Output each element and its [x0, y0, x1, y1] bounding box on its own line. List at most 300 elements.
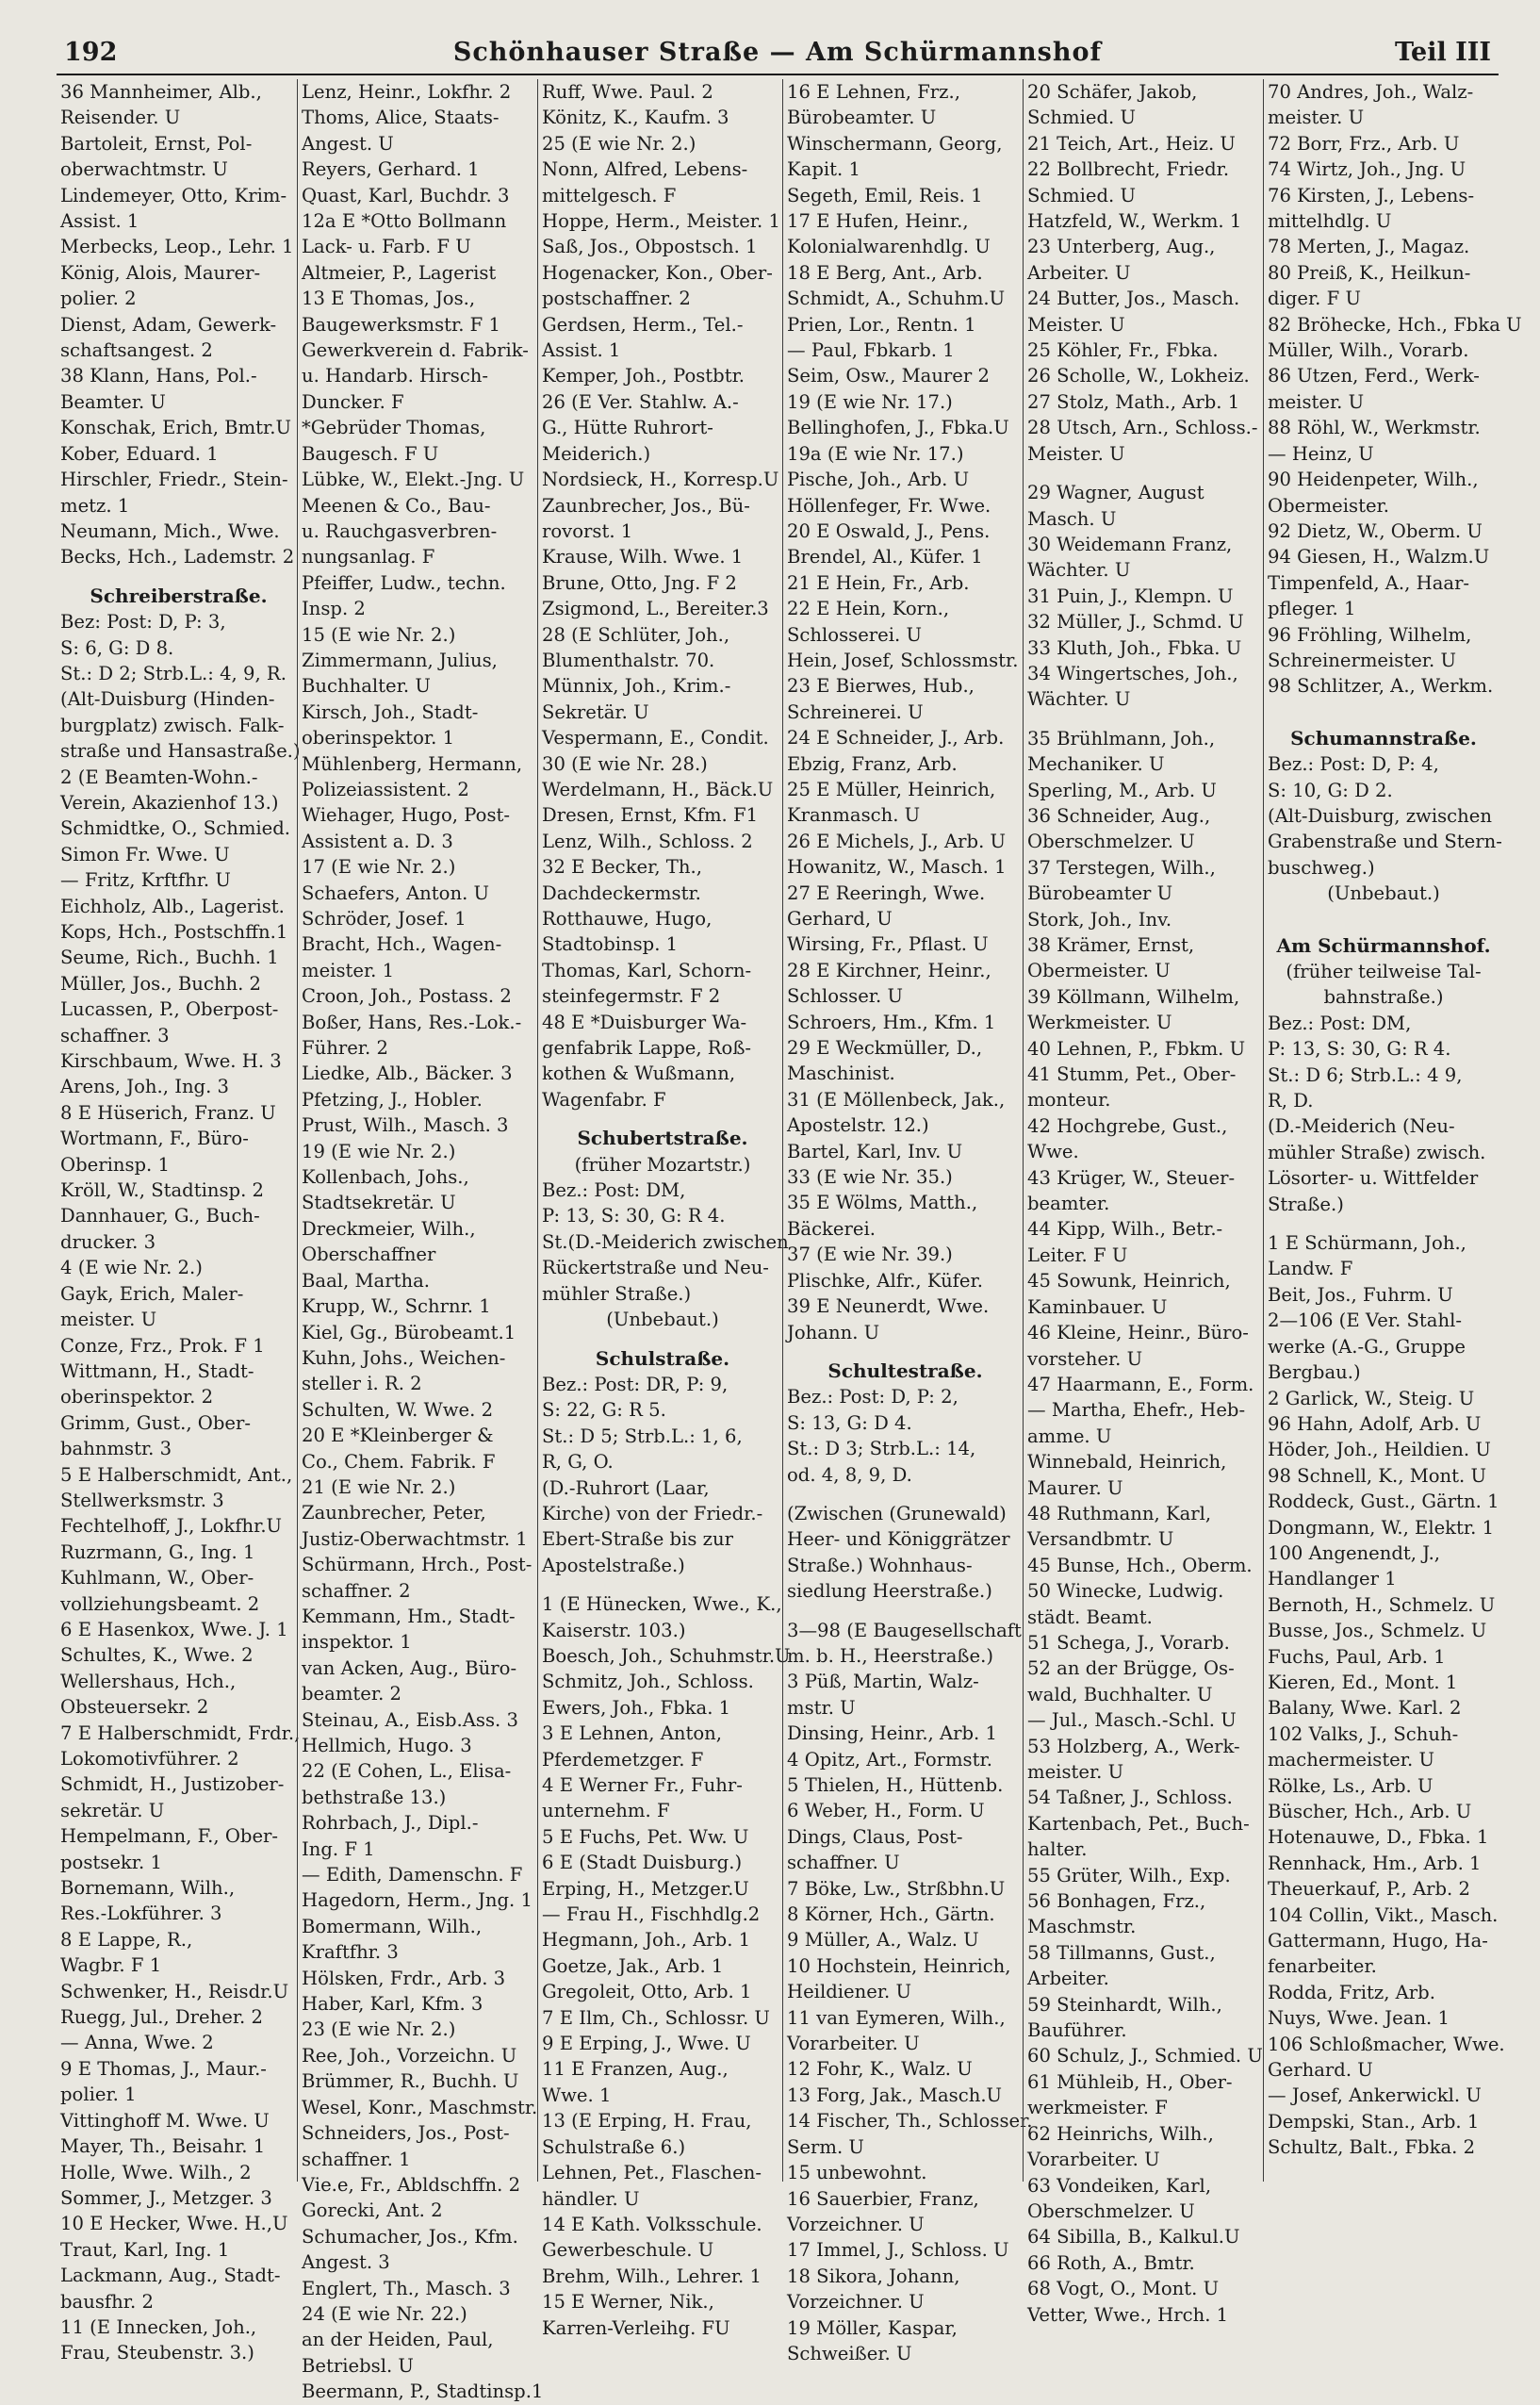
directory-entry: Meister. U — [1027, 442, 1125, 465]
directory-entry: 94 Giesen, H., Walzm.U — [1268, 546, 1490, 568]
directory-entry: 8 Körner, Hch., Gärtn. — [787, 1903, 995, 1926]
spacer — [57, 570, 297, 584]
directory-entry: Höder, Joh., Heildien. U — [1268, 1439, 1491, 1461]
directory-entry: 35 Brühlmann, Joh., — [1027, 727, 1216, 750]
directory-entry: Dienst, Adam, Gewerk- — [60, 313, 277, 336]
directory-entry: *Gebrüder Thomas, — [302, 417, 486, 439]
directory-entry: 76 Kirsten, J., Lebens- — [1268, 184, 1475, 206]
directory-entry: Lübke, W., Elekt.-Jng. U — [302, 469, 525, 491]
directory-entry: Dongmann, W., Elektr. 1 — [1268, 1516, 1495, 1539]
directory-entry: pfleger. 1 — [1268, 598, 1356, 620]
directory-entry: 1 (E Hünecken, Wwe., K., — [542, 1593, 782, 1616]
directory-entry: metz. 1 — [60, 494, 130, 517]
directory-entry: vollziehungsbeamt. 2 — [60, 1592, 260, 1615]
street-heading: Schumannstraße. — [1290, 726, 1477, 750]
directory-entry: Kranmasch. U — [787, 804, 921, 827]
directory-entry: 82 Bröhecke, Hch., Fbka U — [1268, 313, 1522, 336]
directory-entry: Grimm, Gust., Ober- — [60, 1411, 251, 1434]
street-heading: Schulstraße. — [595, 1346, 730, 1370]
directory-entry: Baugewerksmstr. F 1 — [302, 313, 500, 336]
directory-entry: meister. U — [60, 1309, 157, 1331]
directory-entry: 54 Taßner, J., Schloss. — [1027, 1787, 1233, 1809]
directory-entry: Vie.e, Fr., Abldschffn. 2 — [302, 2173, 521, 2196]
directory-entry: 10 Hochstein, Heinrich, — [787, 1954, 1011, 1977]
directory-entry: Brendel, Al., Küfer. 1 — [787, 546, 983, 568]
page-number: 192 — [64, 38, 118, 67]
directory-entry: 96 Fröhling, Wilhelm, — [1268, 623, 1472, 646]
directory-entry: Erping, H., Metzger.U — [542, 1877, 749, 1900]
directory-entry: 2 Garlick, W., Steig. U — [1268, 1387, 1475, 1409]
spacer — [783, 1605, 1024, 1618]
directory-entry: Brümmer, R., Buchh. U — [302, 2070, 519, 2093]
street-heading: Schubertstraße. — [577, 1127, 748, 1150]
directory-entry: schaffner. 3 — [60, 1024, 170, 1046]
street-note: bahnstraße.) — [1323, 986, 1444, 1009]
directory-entry: Quast, Karl, Buchdr. 3 — [302, 184, 510, 206]
directory-entry: Justiz-Oberwachtmstr. 1 — [302, 1527, 528, 1550]
directory-entry: Wittmann, H., Stadt- — [60, 1359, 254, 1382]
directory-entry: steller i. R. 2 — [302, 1373, 422, 1395]
directory-entry: R, G, O. — [542, 1451, 614, 1474]
part-label: Teil III — [1395, 38, 1491, 67]
directory-entry: meister. U — [1268, 107, 1365, 129]
column-4 — [782, 79, 1033, 2364]
directory-entry: Ing. F 1 — [302, 1837, 375, 1860]
directory-entry: Howanitz, W., Masch. 1 — [787, 856, 1007, 879]
directory-entry: Hagedorn, Herm., Jng. 1 — [302, 1889, 532, 1912]
directory-entry: händler. U — [542, 2187, 640, 2210]
directory-entry: 20 E *Kleinberger & — [302, 1425, 494, 1447]
directory-entry: bethstraße 13.) — [302, 1786, 447, 1808]
directory-entry: Bauführer. — [1027, 2019, 1127, 2042]
directory-entry: 15 unbewohnt. — [787, 2162, 927, 2184]
directory-entry: Buchhalter. U — [302, 675, 431, 698]
directory-entry: 92 Dietz, W., Oberm. U — [1268, 519, 1483, 542]
directory-entry: Lack- u. Farb. F U — [302, 236, 471, 258]
directory-entry: Schulten, W. Wwe. 2 — [302, 1398, 494, 1421]
directory-entry: Theuerkauf, P., Arb. 2 — [1268, 1878, 1470, 1901]
directory-entry: 13 (E Erping, H. Frau, — [542, 2110, 752, 2133]
directory-entry: 72 Borr, Frz., Arb. U — [1268, 132, 1460, 155]
directory-entry: Kröll, W., Stadtinsp. 2 — [60, 1179, 264, 1202]
directory-entry: 25 E Müller, Heinrich, — [787, 778, 996, 800]
directory-entry: 26 E Michels, J., Arb. U — [787, 830, 1007, 852]
directory-entry: unternehm. F — [542, 1800, 670, 1822]
directory-entry: 36 Mannheimer, Alb., — [60, 81, 262, 103]
directory-entry: Leiter. F U — [1027, 1244, 1128, 1266]
directory-entry: Vorzeichner. U — [787, 2291, 925, 2314]
directory-entry: Prust, Wilh., Masch. 3 — [302, 1114, 509, 1137]
directory-entry: Reyers, Gerhard. 1 — [302, 158, 480, 181]
directory-entry: Wächter. U — [1027, 559, 1131, 582]
directory-entry: Schumacher, Jos., Kfm. — [302, 2225, 518, 2248]
directory-entry: Kolonialwarenhdlg. U — [787, 236, 991, 258]
directory-entry: 32 Müller, J., Schmd. U — [1027, 611, 1244, 634]
directory-entry: Vittinghoff M. Wwe. U — [60, 2109, 270, 2132]
directory-entry: 6 E (Stadt Duisburg.) — [542, 1852, 743, 1874]
directory-entry: Winnebald, Heinrich, — [1027, 1451, 1227, 1474]
street-heading: Schultestraße. — [827, 1359, 983, 1382]
directory-entry: 5 E Fuchs, Pet. Ww. U — [542, 1825, 749, 1848]
directory-entry: Vorzeichner. U — [787, 2213, 925, 2235]
directory-entry: 5 E Halberschmidt, Ant., — [60, 1463, 293, 1486]
directory-entry: St.: D 5; Strb.L.: 1, 6, — [542, 1425, 743, 1447]
directory-entry: 62 Heinrichs, Wilh., — [1027, 2122, 1214, 2145]
directory-entry: Meenen & Co., Bau- — [302, 494, 491, 517]
directory-entry: Insp. 2 — [302, 598, 366, 620]
directory-entry: Gregoleit, Otto, Arb. 1 — [542, 1981, 752, 2003]
directory-entry: postsekr. 1 — [60, 1851, 162, 1873]
directory-entry: Hirschler, Friedr., Stein- — [60, 469, 288, 491]
directory-entry: Arbeiter. — [1027, 1968, 1109, 1990]
directory-entry: mittelhdlg. U — [1268, 210, 1392, 233]
directory-entry: 26 Scholle, W., Lokheiz. — [1027, 365, 1250, 387]
directory-entry: polier. 2 — [60, 288, 137, 310]
directory-entry: Dings, Claus, Post- — [787, 1825, 963, 1848]
directory-entry: Verein, Akazienhof 13.) — [60, 791, 279, 814]
directory-entry: Wagenfabr. F — [542, 1088, 666, 1111]
directory-entry: Nordsieck, H., Korresp.U — [542, 469, 779, 491]
directory-entry: 64 Sibilla, B., Kalkul.U — [1027, 2226, 1240, 2249]
directory-entry: Straße.) Wohnhaus- — [787, 1554, 973, 1576]
directory-entry: Apostelstraße.) — [542, 1554, 685, 1576]
directory-entry: Mayer, Th., Beisahr. 1 — [60, 2135, 266, 2158]
directory-entry: Seume, Rich., Buchh. 1 — [60, 947, 279, 969]
directory-entry: Frau, Steubenstr. 3.) — [60, 2342, 254, 2364]
directory-entry: Grabenstraße und Stern- — [1268, 831, 1502, 853]
spacer — [538, 1578, 783, 1591]
directory-entry: Assist. 1 — [60, 210, 139, 233]
directory-entry: Heer- und Königgrätzer — [787, 1528, 1010, 1551]
directory-entry: Bürobeamter. U — [787, 107, 937, 129]
column-5 — [1023, 79, 1264, 2326]
directory-entry: Nonn, Alfred, Lebens- — [542, 158, 748, 181]
directory-entry: mittelgesch. F — [542, 184, 677, 206]
directory-entry: Wirsing, Fr., Pflast. U — [787, 933, 989, 956]
directory-entry: 38 Krämer, Ernst, — [1027, 934, 1195, 956]
directory-entry: 21 Teich, Art., Heiz. U — [1027, 132, 1236, 155]
street-heading: Schreiberstraße. — [90, 584, 268, 607]
directory-entry: Dresen, Ernst, Kfm. F1 — [542, 804, 759, 827]
directory-entry: straße und Hansastraße.) — [60, 740, 301, 763]
directory-entry: Plischke, Alfr., Küfer. — [787, 1269, 983, 1292]
directory-entry: Zaunbrecher, Jos., Bü- — [542, 494, 750, 517]
directory-entry: Pfetzing, J., Hobler. — [302, 1088, 483, 1111]
directory-entry: 19 (E wie Nr. 2.) — [302, 1140, 456, 1162]
directory-entry: Baal, Martha. — [302, 1269, 430, 1292]
directory-entry: Gerhard, U — [787, 908, 893, 930]
directory-entry: König, Alois, Maurer- — [60, 261, 261, 284]
directory-entry: Gewerkverein d. Fabrik- — [302, 339, 529, 362]
directory-entry: Simon Fr. Wwe. U — [60, 843, 230, 865]
directory-entry: Mechaniker. U — [1027, 753, 1165, 776]
directory-entry: (D.-Ruhrort (Laar, — [542, 1476, 710, 1499]
directory-entry: Vorarbeiter. U — [1027, 2149, 1160, 2171]
directory-entry: Schultz, Balt., Fbka. 2 — [1268, 2136, 1476, 2159]
directory-entry: meister. U — [1268, 390, 1365, 413]
directory-entry: oberinspektor. 1 — [302, 727, 455, 750]
directory-entry: Neumann, Mich., Wwe. — [60, 519, 280, 542]
directory-entry: 63 Vondeiken, Karl, — [1027, 2174, 1212, 2197]
directory-entry: 16 Sauerbier, Franz, — [787, 2187, 979, 2210]
directory-entry: 9 Müller, A., Walz. U — [787, 1929, 979, 1952]
directory-entry: Ree, Joh., Vorzeichn. U — [302, 2044, 517, 2067]
directory-entry: u. Rauchgasverbren- — [302, 519, 498, 542]
directory-entry: 60 Schulz, J., Schmied. U — [1027, 2045, 1263, 2067]
directory-entry: Stellwerksmstr. 3 — [60, 1489, 224, 1511]
directory-entry: Schultes, K., Wwe. 2 — [60, 1644, 254, 1667]
directory-entry: 27 Stolz, Math., Arb. 1 — [1027, 390, 1240, 413]
directory-entry: 18 E Berg, Ant., Arb. — [787, 261, 983, 284]
spacer — [783, 1345, 1024, 1359]
directory-entry: Balany, Wwe. Karl. 2 — [1268, 1697, 1462, 1720]
directory-entry: Rodda, Fritz, Arb. — [1268, 1981, 1435, 2003]
directory-entry: Obermeister. — [1268, 494, 1389, 517]
directory-entry: Serm. U — [787, 2135, 864, 2158]
directory-entry: 30 (E wie Nr. 28.) — [542, 752, 708, 775]
directory-entry: 13 Forg, Jak., Masch.U — [787, 2084, 1003, 2106]
directory-entry: m. b. H., Heerstraße.) — [787, 1644, 993, 1667]
directory-entry: Masch. U — [1027, 507, 1117, 530]
directory-entry: an der Heiden, Paul, — [302, 2329, 494, 2351]
directory-entry: städt. Beamt. — [1027, 1606, 1153, 1628]
directory-entry: Traut, Karl, Ing. 1 — [60, 2238, 230, 2261]
directory-entry: Straße.) — [1268, 1193, 1344, 1215]
directory-entry: siedlung Heerstraße.) — [787, 1580, 992, 1603]
directory-entry: Sommer, J., Metzger. 3 — [60, 2186, 272, 2209]
directory-entry: Bornemann, Wilh., — [60, 1877, 236, 1900]
directory-entry: Busse, Jos., Schmelz. U — [1268, 1620, 1487, 1642]
directory-entry: Ruegg, Jul., Dreher. 2 — [60, 2006, 263, 2029]
directory-entry: Dinsing, Heinr., Arb. 1 — [787, 1722, 997, 1745]
directory-entry: Hotenauwe, D., Fbka. 1 — [1268, 1826, 1489, 1849]
directory-entry: Lindemeyer, Otto, Krim- — [60, 184, 287, 206]
directory-entry: 55 Grüter, Wilh., Exp. — [1027, 1864, 1231, 1886]
directory-entry: Werdelmann, H., Bäck.U — [542, 778, 774, 800]
directory-entry: Karren-Verleihg. FU — [542, 2316, 730, 2339]
directory-entry: Dannhauer, G., Buch- — [60, 1205, 260, 1227]
directory-entry: — Frau H., Fischhdlg.2 — [542, 1903, 761, 1926]
directory-entry: 78 Merten, J., Magaz. — [1268, 236, 1470, 258]
directory-entry: Konschak, Erich, Bmtr.U — [60, 417, 291, 439]
directory-entry: S: 6, G: D 8. — [60, 636, 174, 659]
directory-entry: Brune, Otto, Jng. F 2 — [542, 571, 737, 594]
directory-entry: oberinspektor. 2 — [60, 1386, 214, 1408]
directory-entry: Schreinerei. U — [787, 700, 924, 723]
directory-entry: Heildiener. U — [787, 1981, 912, 2003]
directory-entry: 3 Püß, Martin, Walz- — [787, 1671, 979, 1693]
directory-entry: Fuchs, Paul, Arb. 1 — [1268, 1645, 1446, 1668]
directory-entry: Kapit. 1 — [787, 158, 860, 181]
directory-entry: Kraftfhr. 3 — [302, 1941, 399, 1964]
directory-entry: — Paul, Fbkarb. 1 — [787, 339, 955, 362]
directory-entry: 44 Kipp, Wilh., Betr.- — [1027, 1218, 1223, 1241]
directory-entry: kothen & Wußmann, — [542, 1062, 736, 1085]
directory-entry: Pferdemetzger. F — [542, 1748, 704, 1771]
directory-entry: Dempski, Stan., Arb. 1 — [1268, 2110, 1480, 2133]
directory-entry: Obermeister. U — [1027, 960, 1171, 982]
spacer — [1264, 713, 1499, 726]
directory-entry: 35 E Wölms, Matth., — [787, 1192, 978, 1214]
column-2 — [297, 79, 544, 2403]
directory-entry: Segeth, Emil, Reis. 1 — [787, 184, 983, 206]
directory-entry: Zaunbrecher, Peter, — [302, 1502, 486, 1524]
directory-entry: diger. F U — [1268, 288, 1361, 310]
directory-entry: Stork, Joh., Inv. — [1027, 908, 1172, 931]
directory-entry: Seim, Osw., Maurer 2 — [787, 365, 990, 387]
directory-entry: Englert, Th., Masch. 3 — [302, 2277, 511, 2299]
directory-entry: Nuys, Wwe. Jean. 1 — [1268, 2007, 1450, 2030]
directory-entry: Schwenker, H., Reisdr.U — [60, 1980, 289, 2002]
directory-entry: schaffner. 1 — [302, 2148, 411, 2170]
directory-entry: 37 (E wie Nr. 39.) — [787, 1244, 953, 1266]
directory-entry: Bellinghofen, J., Fbka.U — [787, 417, 1009, 439]
directory-entry: Schmidtke, O., Schmied. — [60, 817, 291, 840]
directory-entry: 23 (E wie Nr. 2.) — [302, 2018, 456, 2041]
directory-entry: 13 E Thomas, Jos., — [302, 288, 476, 310]
directory-entry: Thomas, Karl, Schorn- — [542, 959, 752, 981]
directory-entry: Wiehager, Hugo, Post- — [302, 804, 511, 827]
spacer — [1264, 907, 1499, 920]
directory-entry: 10 E Hecker, Wwe. H.,U — [60, 2213, 288, 2235]
directory-entry: Wagbr. F 1 — [60, 1954, 162, 1977]
directory-entry: Wortmann, F., Büro- — [60, 1128, 249, 1150]
directory-entry: 1 E Schürmann, Joh., — [1268, 1232, 1466, 1255]
directory-entry: buschweg.) — [1268, 856, 1375, 879]
directory-entry: burgplatz) zwisch. Falk- — [60, 714, 285, 736]
directory-entry: 7 Böke, Lw., Strßbhn.U — [787, 1877, 1006, 1900]
directory-entry: Kirche) von der Friedr.- — [542, 1502, 763, 1524]
directory-entry: 39 E Neunerdt, Wwe. — [787, 1295, 990, 1318]
directory-entry: Hempelmann, F., Ober- — [60, 1825, 279, 1848]
directory-entry: 2 (E Beamten-Wohn.- — [60, 766, 258, 788]
directory-entry: St.: D 2; Strb.L.: 4, 9, R. — [60, 662, 287, 684]
directory-entry: 14 E Kath. Volksschule. — [542, 2213, 762, 2235]
directory-entry: Bez: Post: D, P: 3, — [60, 611, 226, 634]
directory-entry: 24 E Schneider, J., Arb. — [787, 727, 1005, 750]
directory-entry: 100 Angenendt, J., — [1268, 1541, 1441, 1564]
directory-entry: 68 Vogt, O., Mont. U — [1027, 2278, 1220, 2300]
spacer — [1024, 713, 1264, 726]
directory-entry: Oberschmelzer. U — [1027, 831, 1195, 853]
directory-entry: Kirsch, Joh., Stadt- — [302, 700, 479, 723]
directory-entry: Kaminbauer. U — [1027, 1295, 1168, 1318]
directory-entry: 59 Steinhardt, Wilh., — [1027, 1993, 1222, 2016]
directory-entry: 41 Stumm, Pet., Ober- — [1027, 1063, 1237, 1086]
directory-entry: Ruzrmann, G., Ing. 1 — [60, 1540, 255, 1563]
directory-entry: Liedke, Alb., Bäcker. 3 — [302, 1062, 513, 1085]
page-title: Schönhauser Straße — Am Schürmannshof — [452, 38, 1103, 67]
directory-entry: 19 Möller, Kaspar, — [787, 2316, 958, 2339]
directory-entry: Betriebsl. U — [302, 2354, 414, 2377]
directory-entry: Kemper, Joh., Postbtr. — [542, 365, 745, 387]
directory-entry: Schroers, Hm., Kfm. 1 — [787, 1011, 996, 1033]
directory-entry: Lenz, Heinr., Lokfhr. 2 — [302, 81, 512, 103]
directory-entry: 4 E Werner Fr., Fuhr- — [542, 1774, 743, 1796]
directory-entry: wald, Buchhalter. U — [1027, 1683, 1213, 1705]
directory-entry: 11 van Eymeren, Wilh., — [787, 2006, 1006, 2029]
directory-entry: Bez.: Post: DM, — [1268, 1012, 1412, 1034]
directory-entry: Kuhn, Johs., Weichen- — [302, 1346, 506, 1369]
street-heading: Am Schürmannshof. — [1276, 933, 1491, 957]
directory-entry: Becks, Hch., Lademstr. 2 — [60, 546, 295, 568]
directory-entry: Handlanger 1 — [1268, 1568, 1397, 1590]
directory-entry: Kartenbach, Pet., Buch- — [1027, 1812, 1250, 1835]
directory-entry: 18 Sikora, Johann, — [787, 2265, 960, 2287]
directory-entry: Maschinist. — [787, 1062, 895, 1085]
directory-entry: Schaefers, Anton. U — [302, 881, 490, 904]
street-note: (früher Mozartstr.) — [574, 1153, 751, 1176]
column-6 — [1263, 79, 1522, 2182]
directory-entry: 20 E Oswald, J., Pens. — [787, 519, 991, 542]
directory-entry: 51 Schega, J., Vorarb. — [1027, 1631, 1230, 1654]
directory-entry: Boßer, Hans, Res.-Lok.- — [302, 1011, 522, 1033]
directory-entry: schaffner. 2 — [302, 1579, 411, 1602]
directory-entry: 27 E Reeringh, Wwe. — [787, 881, 986, 904]
directory-entry: Sperling, M., Arb. U — [1027, 779, 1217, 801]
directory-entry: Haber, Karl, Kfm. 3 — [302, 1993, 483, 2016]
column-3 — [537, 79, 791, 2339]
directory-entry: Lehnen, Pet., Flaschen- — [542, 2162, 762, 2184]
directory-entry: 14 Fischer, Th., Schlosser. — [787, 2110, 1033, 2133]
directory-entry: 12a E *Otto Bollmann — [302, 210, 507, 233]
directory-entry: 102 Valks, J., Schuh- — [1268, 1722, 1459, 1745]
directory-entry: Schulstraße 6.) — [542, 2135, 686, 2158]
directory-entry: Wesel, Konr., Maschmstr. — [302, 2096, 538, 2118]
directory-entry: Wächter. U — [1027, 688, 1131, 711]
directory-entry: Rohrbach, J., Dipl.- — [302, 1812, 479, 1835]
directory-entry: rovorst. 1 — [542, 519, 633, 542]
directory-entry: Maschmstr. — [1027, 1916, 1137, 1938]
directory-entry: Co., Chem. Fabrik. F — [302, 1450, 496, 1473]
directory-entry: vorsteher. U — [1027, 1347, 1143, 1370]
directory-entry: 28 (E Schlüter, Joh., — [542, 623, 730, 646]
directory-entry: 29 E Weckmüller, D., — [787, 1037, 983, 1060]
directory-entry: Stadtsekretär. U — [302, 1192, 456, 1214]
directory-entry: Münnix, Joh., Krim.- — [542, 675, 731, 698]
directory-entry: Oberschaffner — [302, 1244, 436, 1266]
directory-entry: 33 (E wie Nr. 35.) — [787, 1166, 953, 1189]
directory-entry: 6 Weber, H., Form. U — [787, 1800, 985, 1822]
directory-entry: 9 E Thomas, J., Maur.- — [60, 2057, 267, 2080]
directory-entry: Brehm, Wilh., Lehrer. 1 — [542, 2265, 762, 2287]
directory-entry: Kieren, Ed., Mont. 1 — [1268, 1671, 1458, 1693]
directory-entry: Hein, Josef, Schlossmstr. — [787, 649, 1019, 671]
directory-entry: Kirschbaum, Wwe. H. 3 — [60, 1050, 282, 1073]
directory-entry: — Martha, Ehefr., Heb- — [1027, 1399, 1246, 1422]
directory-entry: 24 Butter, Jos., Masch. — [1027, 288, 1240, 310]
directory-entry: Holle, Wwe. Wilh., 2 — [60, 2161, 252, 2183]
directory-entry: werkmeister. F — [1027, 2097, 1168, 2119]
directory-entry: St.: D 6; Strb.L.: 4 9, — [1268, 1063, 1463, 1086]
directory-entry: Dachdeckermstr. — [542, 881, 701, 904]
directory-entry: 36 Schneider, Aug., — [1027, 804, 1211, 827]
directory-entry: 8 E Lappe, R., — [60, 1928, 193, 1951]
directory-entry: Wwe. 1 — [542, 2084, 612, 2106]
directory-entry: Pische, Joh., Arb. U — [787, 469, 970, 491]
directory-entry: S: 22, G: R 5. — [542, 1399, 666, 1422]
directory-entry: Res.-Lokführer. 3 — [60, 1903, 222, 1925]
directory-entry: 8 E Hüserich, Franz. U — [60, 1101, 276, 1124]
directory-entry: Arbeiter. U — [1027, 261, 1131, 284]
directory-entry: Könitz, K., Kaufm. 3 — [542, 107, 729, 129]
directory-entry: Arens, Joh., Ing. 3 — [60, 1076, 230, 1098]
directory-entry: — Jul., Masch.-Schl. U — [1027, 1709, 1237, 1732]
directory-entry: 17 (E wie Nr. 2.) — [302, 856, 456, 879]
directory-entry: Winschermann, Georg, — [787, 132, 1003, 155]
directory-entry: 17 Immel, J., Schloss. U — [787, 2239, 1009, 2262]
directory-entry: Schmidt, H., Justizober- — [60, 1773, 285, 1796]
